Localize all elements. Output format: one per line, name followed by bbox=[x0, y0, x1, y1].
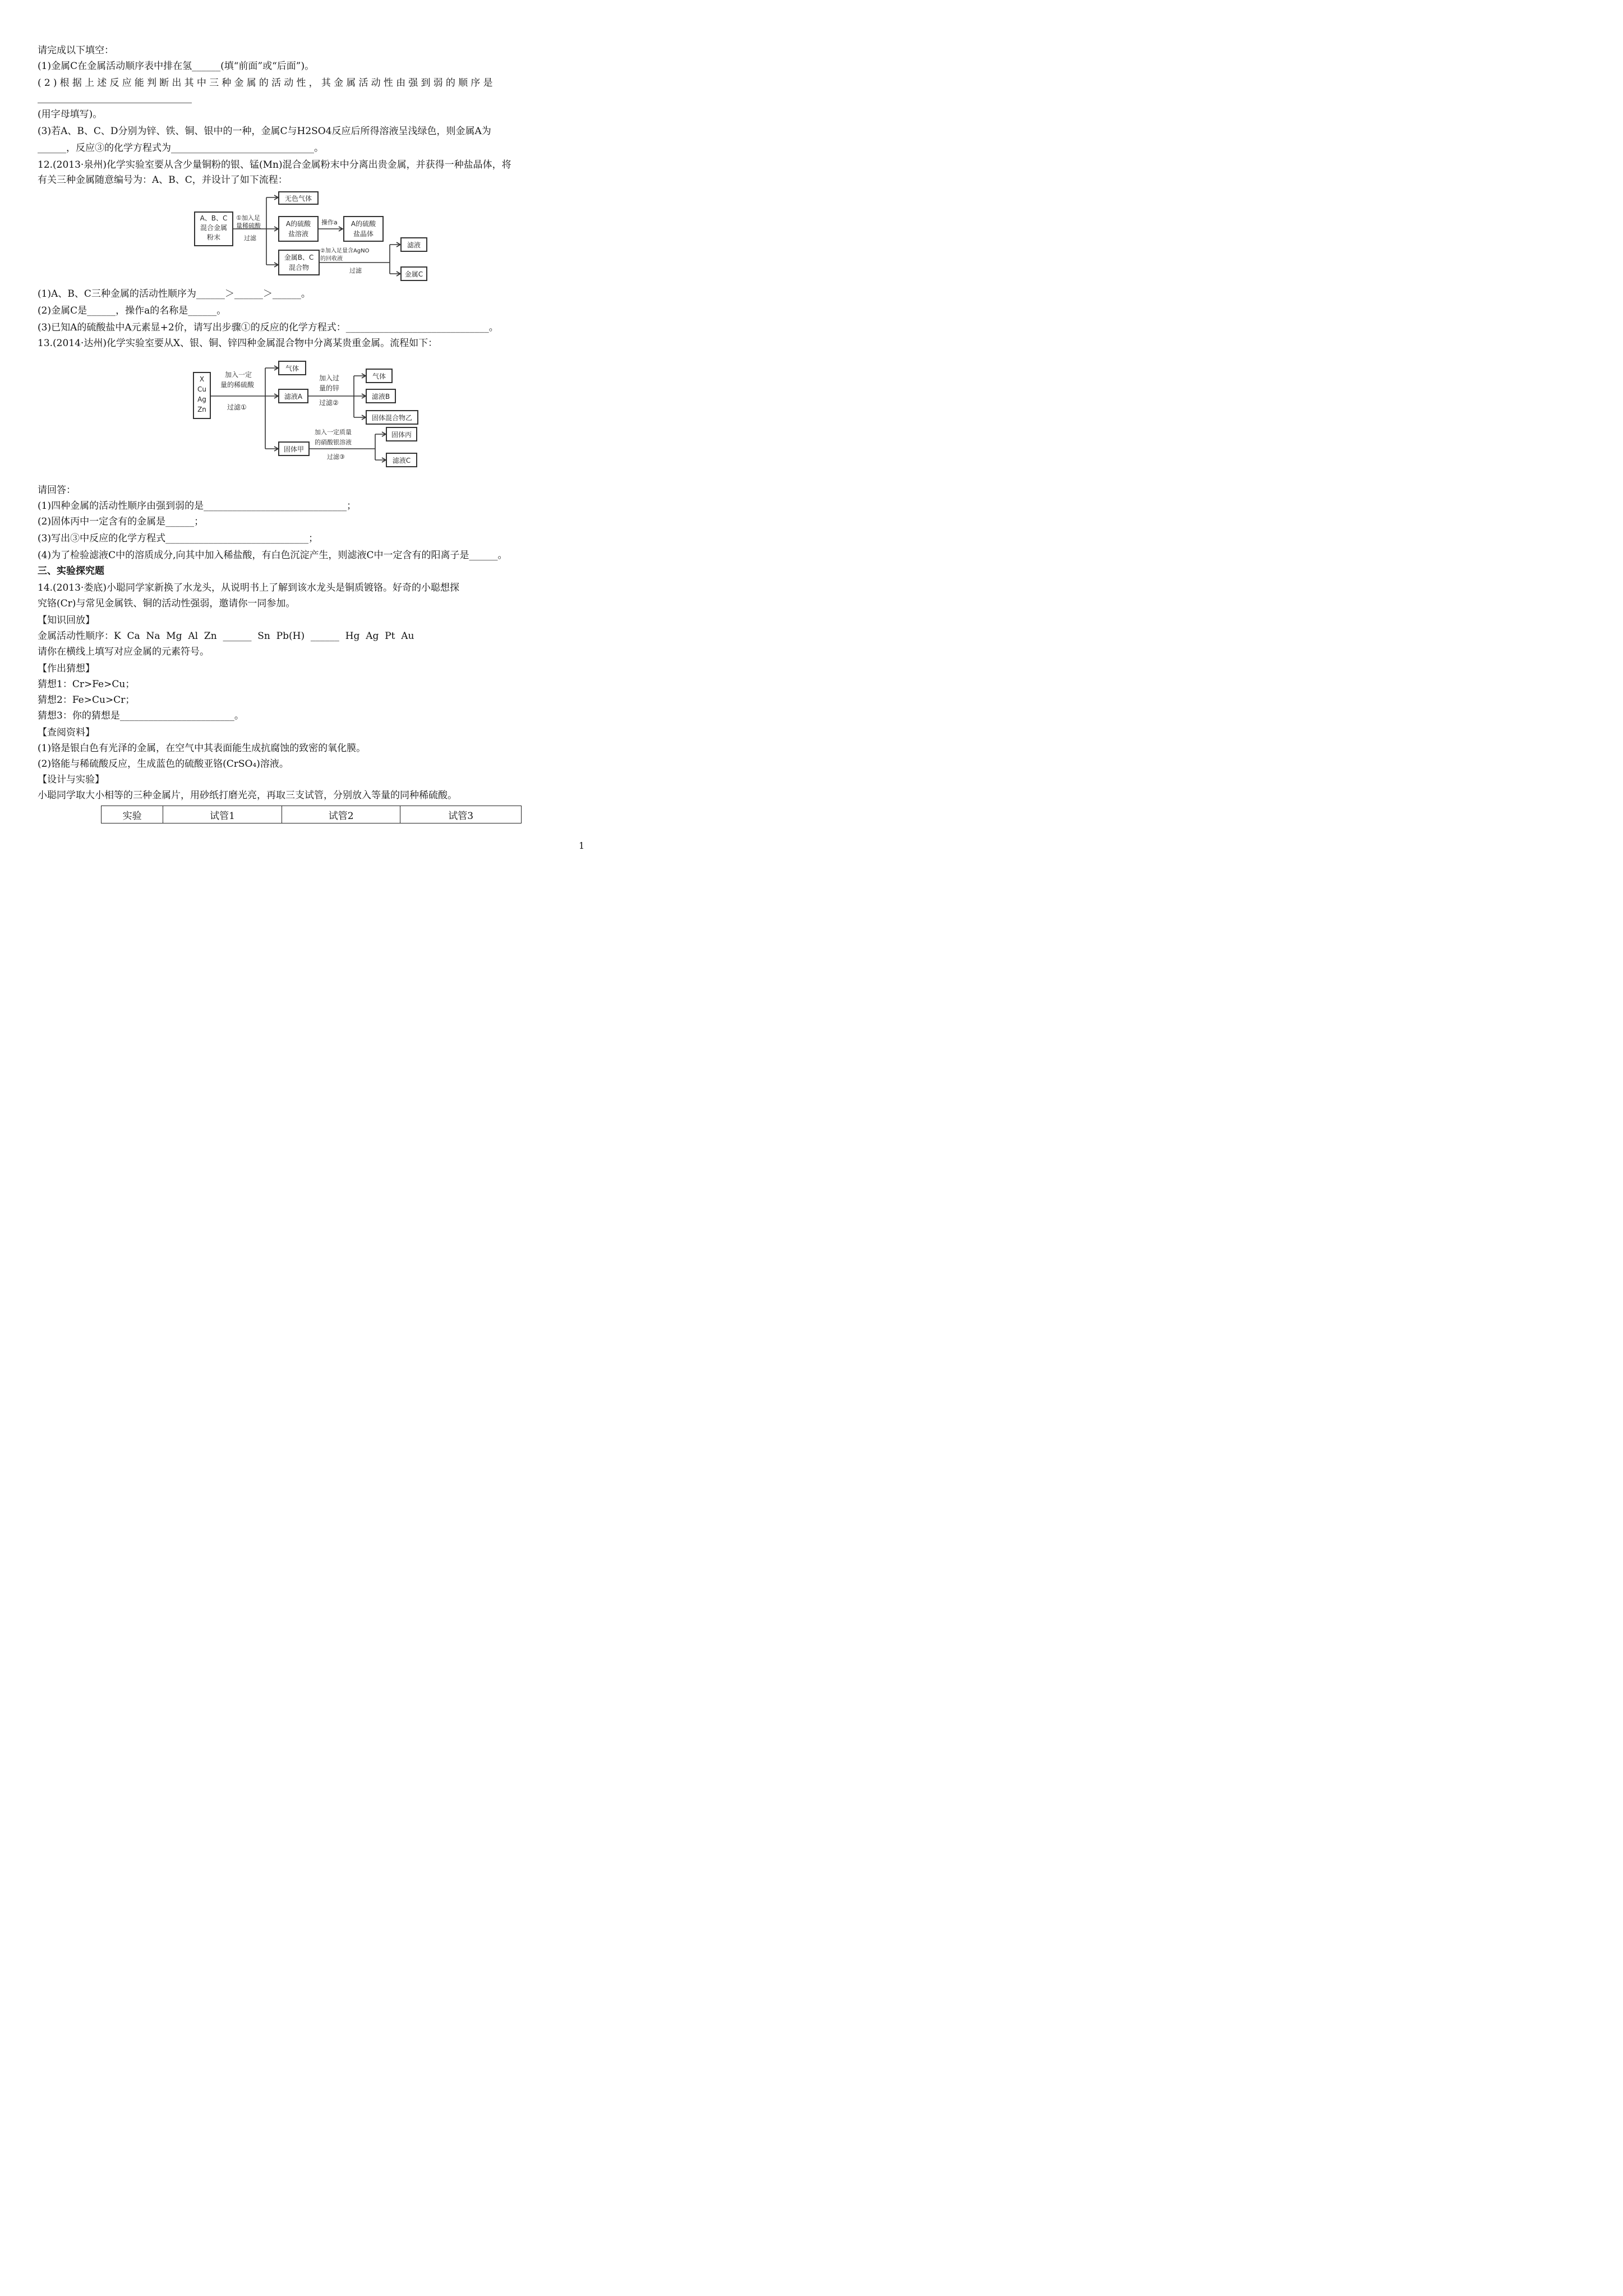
box-text: 固体混合物乙 bbox=[371, 414, 413, 422]
activity-series-line: 金属活动性顺序：K Ca Na Mg Al Zn ______ Sn Pb(H) ______ Hg Ag Pt Au bbox=[38, 631, 414, 642]
text-line: 有关三种金属随意编号为：A、B、C，并设计了如下流程： bbox=[38, 174, 288, 186]
box-text: 混合物 bbox=[288, 264, 310, 272]
box-text: 金属B、C bbox=[284, 254, 314, 261]
step-label: 加入过 bbox=[319, 374, 340, 382]
box-text: Zn bbox=[197, 406, 206, 413]
hypothesis-3: 猜想3：你的猜想是________________________。 bbox=[38, 710, 244, 721]
step-label: 量的稀硫酸 bbox=[220, 381, 255, 389]
box-text: 固体丙 bbox=[391, 431, 412, 439]
question-13-2: (2)固体丙中一定含有的金属是______； bbox=[38, 516, 204, 527]
box-text: 金属C bbox=[404, 270, 423, 278]
box-text: 气体 bbox=[372, 372, 386, 380]
flowchart-q12 bbox=[193, 191, 429, 280]
hypothesis-2: 猜想2：Fe>Cu>Cr； bbox=[38, 694, 135, 706]
step-label: 的硝酸银溶液 bbox=[315, 439, 352, 446]
step-label: 过滤 bbox=[244, 234, 256, 242]
question-12-2: (2)金属C是______，操作a的名称是______。 bbox=[38, 305, 227, 316]
step-label: 过滤② bbox=[319, 399, 339, 407]
box-text: 固体甲 bbox=[283, 445, 305, 453]
question-11-1: (1)金属C在金属活动顺序表中排在氢______(填“前面”或“后面”)。 bbox=[38, 61, 315, 72]
box-text: 气体 bbox=[285, 365, 299, 372]
text-line: (用字母填写)。 bbox=[38, 109, 103, 120]
page-number: 1 bbox=[579, 840, 585, 851]
table-header-cell: 实验 bbox=[102, 806, 163, 823]
step-label: ②加入足量含AgNO bbox=[320, 248, 370, 254]
subheading-design: 【设计与实验】 bbox=[38, 774, 104, 785]
box-text: 滤液 bbox=[407, 241, 421, 249]
box-text: 滤液C bbox=[392, 457, 411, 464]
box-text: 粉末 bbox=[206, 233, 221, 241]
question-11-3: (3)若A、B、C、D分别为锌、铁、铜、银中的一种，金属C与H2SO4反应后所得溶液呈浅绿色，则金属A为 bbox=[38, 126, 491, 137]
step-label: 操作a bbox=[321, 219, 338, 226]
box-text: X bbox=[199, 375, 205, 383]
box-text: 混合金属 bbox=[200, 224, 228, 232]
step-label: 量稀硫酸 bbox=[236, 222, 261, 229]
step-label: 的回收液 bbox=[320, 256, 343, 262]
box-text: A的硫酸 bbox=[285, 220, 311, 228]
box-text: 滤液A bbox=[284, 393, 303, 401]
step-label: 加入一定 bbox=[225, 371, 252, 379]
text-line: ______，反应③的化学方程式为______________________________。 bbox=[38, 142, 324, 154]
experiment-table bbox=[101, 806, 522, 823]
question-11-2: (2)根据上述反应能判断出其中三种金属的活动性，其金属活动性由强到弱的顺序是 bbox=[38, 77, 496, 89]
reference-2: (2)铬能与稀硫酸反应，生成蓝色的硫酸亚铬(CrSO₄)溶液。 bbox=[38, 758, 289, 770]
step-label: 过滤③ bbox=[327, 453, 345, 461]
section-heading: 三、实验探究题 bbox=[38, 565, 104, 577]
question-13-4: (4)为了检验滤液C中的溶质成分,向其中加入稀盐酸，有白色沉淀产生，则滤液C中一定含有的阳离子是______。 bbox=[38, 550, 508, 561]
question-12-1: (1)A、B、C三种金属的活动性顺序为______＞______＞______。 bbox=[38, 288, 311, 300]
box-text: A、B、C bbox=[200, 214, 228, 222]
step-label: 过滤① bbox=[227, 403, 247, 411]
question-12-stem: 12.(2013·泉州)化学实验室要从含少量铜粉的银、锰(Mn)混合金属粉末中分离出贵金属，并获得一种盐晶体，将 bbox=[38, 159, 511, 171]
subheading-review: 【知识回放】 bbox=[38, 615, 95, 626]
table-header-cell: 试管3 bbox=[400, 806, 522, 823]
box-text: Ag bbox=[197, 395, 206, 403]
box-text: 无色气体 bbox=[284, 195, 312, 203]
box-text: Cu bbox=[197, 385, 206, 393]
text-line: 小聪同学取大小相等的三种金属片，用砂纸打磨光亮，再取三支试管，分别放入等量的同种稀硫酸。 bbox=[38, 790, 457, 801]
question-12-3: (3)已知A的硫酸盐中A元素显+2价，请写出步骤①的反应的化学方程式：______________________________。 bbox=[38, 322, 499, 333]
subheading-hypothesis: 【作出猜想】 bbox=[38, 663, 95, 674]
question-13-stem: 13.(2014·达州)化学实验室要从X、银、铜、锌四种金属混合物中分离某贵重金属。流程如下： bbox=[38, 338, 438, 349]
table-header-cell: 试管1 bbox=[163, 806, 282, 823]
text-line: 究铬(Cr)与常见金属铁、铜的活动性强弱，邀请你一同参加。 bbox=[38, 598, 296, 609]
reference-1: (1)铬是银白色有光泽的金属，在空气中其表面能生成抗腐蚀的致密的氧化膜。 bbox=[38, 743, 366, 754]
table-header-cell: 试管2 bbox=[282, 806, 400, 823]
text-line: 请回答： bbox=[38, 485, 76, 496]
question-13-3: (3)写出③中反应的化学方程式______________________________； bbox=[38, 533, 319, 544]
box-text: 滤液B bbox=[371, 393, 390, 401]
text-line: 请你在横线上填写对应金属的元素符号。 bbox=[38, 646, 209, 657]
flowchart-q13 bbox=[192, 359, 428, 471]
hypothesis-1: 猜想1：Cr>Fe>Cu； bbox=[38, 679, 135, 690]
text-line: 请完成以下填空： bbox=[38, 45, 114, 56]
step-label: 过滤 bbox=[349, 267, 362, 274]
question-13-1: (1)四种金属的活动性顺序由强到弱的是______________________________； bbox=[38, 500, 357, 512]
box-text: A的硫酸 bbox=[351, 220, 376, 228]
subheading-references: 【查阅资料】 bbox=[38, 727, 95, 738]
step-label: ①加入足 bbox=[236, 214, 260, 222]
table-header-row bbox=[102, 806, 522, 823]
box-text: 盐晶体 bbox=[353, 230, 374, 238]
step-label: 加入一定质量 bbox=[315, 429, 352, 436]
box-text: 盐溶液 bbox=[288, 230, 309, 238]
step-label: 量的锌 bbox=[319, 384, 340, 392]
question-14-stem: 14.(2013·娄底)小聪同学家新换了水龙头，从说明书上了解到该水龙头是铜质镀铬。好奇的小聪想探 bbox=[38, 582, 459, 593]
